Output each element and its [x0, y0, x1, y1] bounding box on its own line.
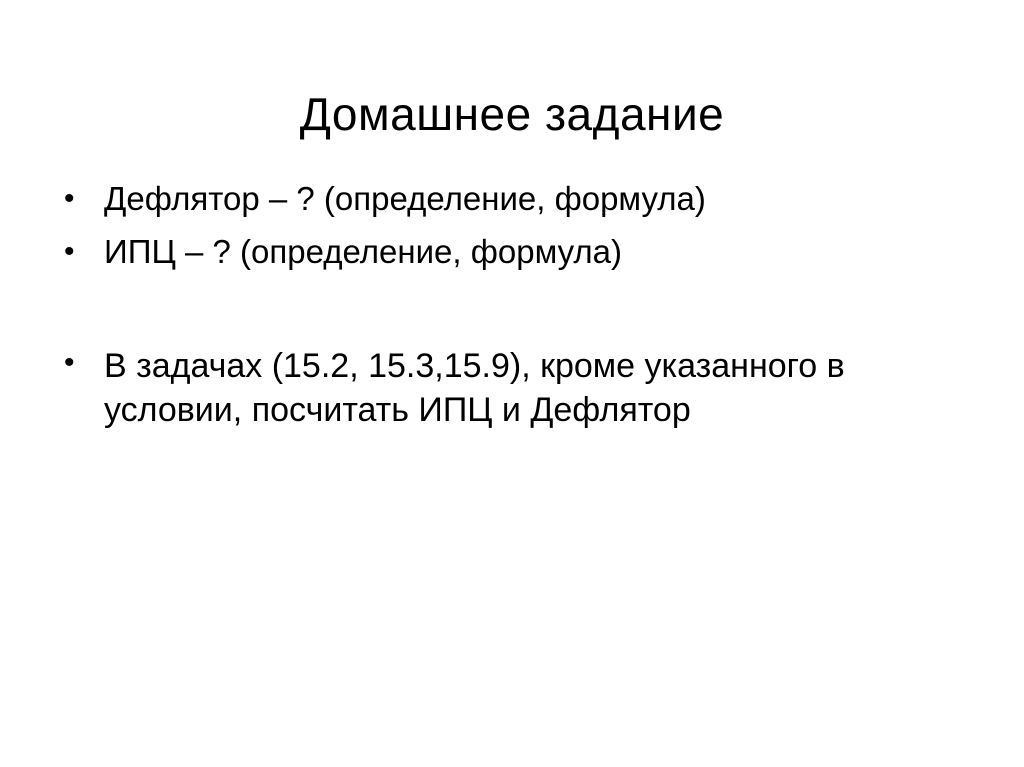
list-item — [52, 233, 962, 272]
bullet-marker-icon: • — [64, 182, 75, 215]
list-item-label: В задачах (15.2, 15.3,15.9), кроме указанного в условии, посчитать ИПЦ и Дефлятор — [104, 346, 845, 430]
page-title: Домашнее задание — [299, 87, 725, 140]
slide-body — [52, 180, 962, 432]
bullet-list — [52, 180, 962, 432]
list-item-label: ИПЦ – ? (определение, формула) — [104, 232, 623, 270]
bullet-marker-icon: • — [64, 345, 75, 379]
list-spacer — [52, 286, 962, 344]
bullet-marker-icon: • — [64, 234, 75, 268]
list-item — [52, 344, 962, 432]
list-item — [52, 180, 962, 219]
list-item-label: Дефлятор – ? (определение, формула) — [104, 180, 706, 217]
